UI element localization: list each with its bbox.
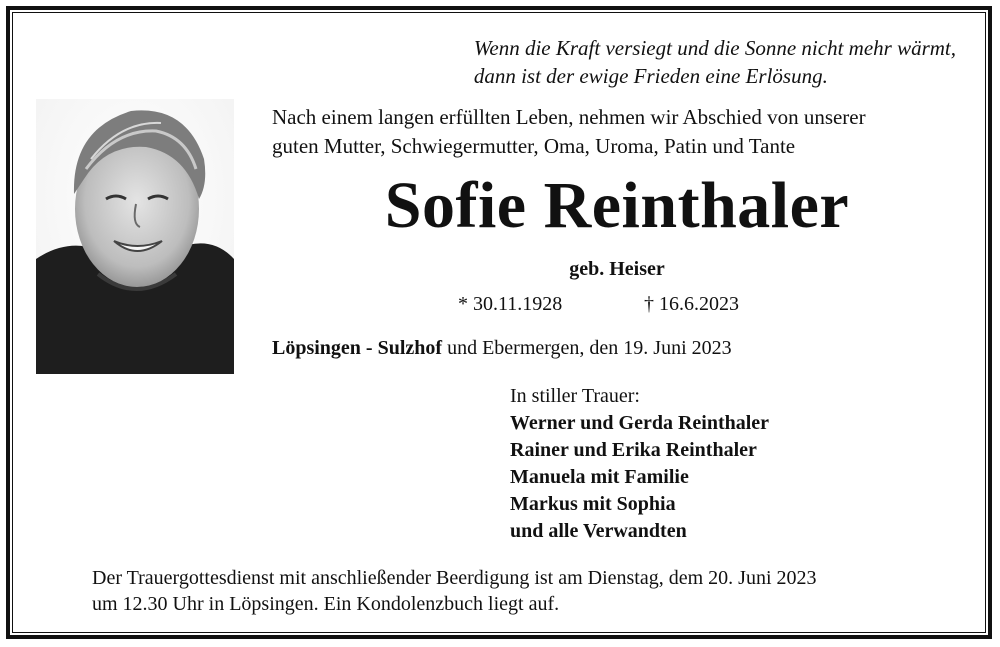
- motto-quote: [474, 34, 956, 90]
- place-and-date: [272, 337, 732, 360]
- mourner-name: Manuela mit Familie: [510, 466, 689, 488]
- mourner-name: Rainer und Erika Reinthaler: [510, 439, 757, 461]
- birth-date: * 30.11.1928: [458, 293, 563, 315]
- mourner-name: und alle Verwandten: [510, 520, 687, 542]
- motto-line-1: Wenn die Kraft versiegt und die Sonne nicht mehr wärmt,: [473, 36, 956, 60]
- mourners-block: [510, 383, 769, 545]
- place-date-rest: und Ebermergen, den 19. Juni 2023: [442, 337, 732, 359]
- service-line-2: um 12.30 Uhr in Löpsingen. Ein Kondolenzbuch liegt auf.: [92, 593, 560, 615]
- mourner-name: Markus mit Sophia: [510, 493, 676, 515]
- mourner-name: Werner und Gerda Reinthaler: [510, 412, 770, 434]
- service-line-1: Der Trauergottesdienst mit anschließender Beerdigung ist am Dienstag, dem 20. Juni 2023: [92, 567, 817, 589]
- funeral-service-info: [92, 565, 817, 617]
- maiden-name: geb. Heiser: [569, 258, 665, 280]
- motto-line-2: dann ist der ewige Frieden eine Erlösung.: [473, 64, 828, 88]
- intro-line-2: guten Mutter, Schwiegermutter, Oma, Uroma, Patin und Tante: [272, 134, 796, 158]
- portrait-photo: [36, 99, 234, 374]
- deceased-name: Sofie Reinthaler: [384, 169, 850, 242]
- mourners-heading: In stiller Trauer:: [510, 385, 640, 407]
- intro-line-1: Nach einem langen erfüllten Leben, nehmen wir Abschied von unserer: [272, 105, 866, 129]
- intro-text: [272, 103, 866, 161]
- death-date: † 16.6.2023: [644, 293, 739, 315]
- place-name: Löpsingen - Sulzhof: [272, 337, 443, 359]
